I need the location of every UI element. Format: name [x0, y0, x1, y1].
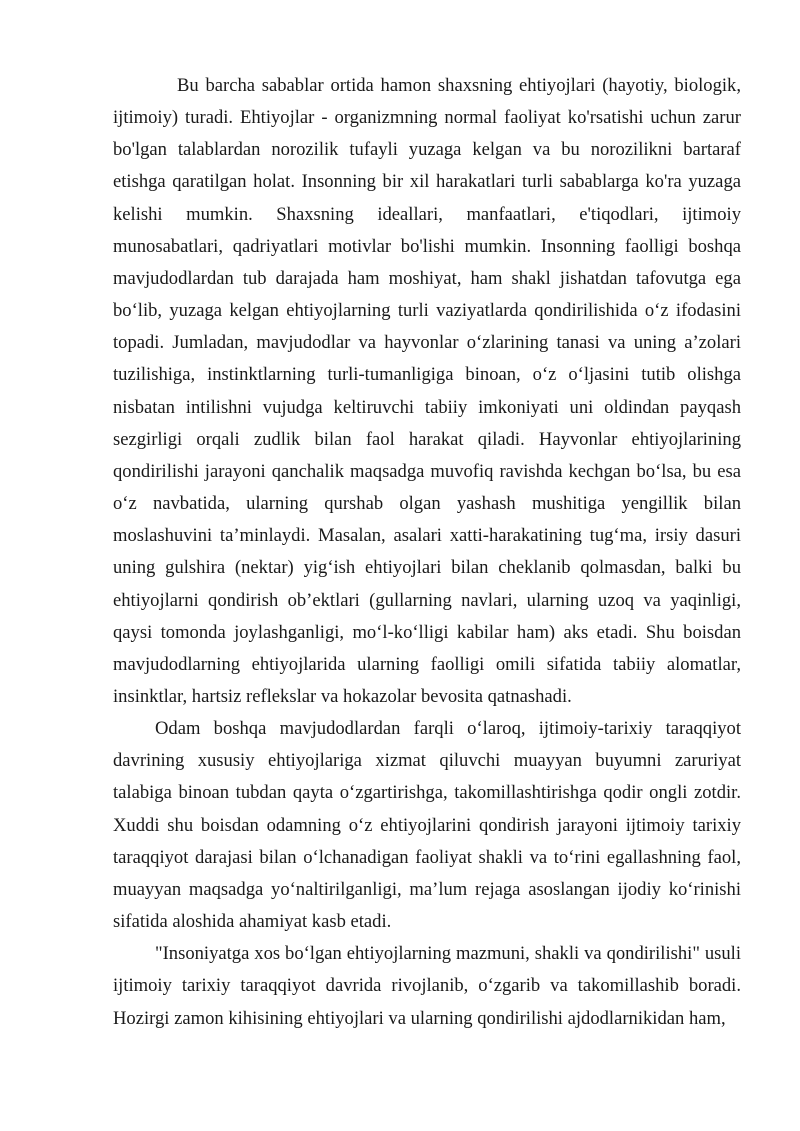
paragraph-motives: Bu barcha sabablar ortida hamon shaxsning ehtiyojlari (hayotiy, biologik, ijtimoiy) turadi. Ehtiyojlar - organizmning normal faoliyat ko'rsatishi uchun zarur bo'lgan talablardan norozilik tufayli yuzaga kelgan va bu norozilikni bartaraf etishga qaratilgan holat. Insonning bir xil harakatlari turli sabablarga ko'ra yuzaga kelishi mumkin. Shaxsning ideallari, manfaatlari, e'tiqodlari, ijtimoiy munosabatlari, qadriyatlari motivlar bo'lishi mumkin. Insonning faolligi boshqa mavjudodlardan tub darajada ham moshiyat, ham shakl jishatdan tafovutga ega bo‘lib, yuzaga kelgan ehtiyojlarning turli vaziyatlarda qondirilishida o‘z ifodasini topadi. Jumladan, mavjudodlar va hayvonlar o‘zlarining tanasi va uning a’zolari tuzilishiga, instinktlarning turli-tumanligiga binoan, o‘z o‘ljasini tutib olishga nisbatan intilishni vujudga keltiruvchi tabiiy imkoniyati uni oldindan payqash sezgirligi orqali zudlik bilan faol harakat qiladi. Hayvonlar ehtiyojlarining qondirilishi jarayoni qanchalik maqsadga muvofiq ravishda kechgan bo‘lsa, bu esa o‘z navbatida, ularning qurshab olgan yashash mushitiga yengillik bilan moslashuvini ta’minlaydi. Masalan, asalari xatti-harakatining tug‘ma, irsiy dasuri uning gulshira (nektar) yig‘ish ehtiyojlari bilan cheklanib qolmasdan, balki bu ehtiyojlarni qondirish ob’ektlari (gullarning navlari, ularning uzoq va yaqinligi, qaysi tomonda joylashganligi, mo‘l-ko‘lligi kabilar ham) aks etadi. Shu boisdan mavjudodlarning ehtiyojlarida ularning faolligi omili sifatida tabiiy alomatlar, insinktlar, hartsiz reflekslar va hokazolar bevosita qatnashadi. — [113, 75, 741, 707]
paragraph-needs-development: "Insoniyatga xos bo‘lgan ehtiyojlarning mazmuni, shakli va qondirilishi" usuli ijtimoiy tarixiy taraqqiyot davrida rivojlanib, o‘zgarib va takomillashib boradi. Hozirgi zamon kihisining ehtiyojlari va ularning qondirilishi ajdodlarnikidan ham, — [113, 943, 741, 1029]
paragraph-human-needs: Odam boshqa mavjudodlardan farqli o‘laroq, ijtimoiy-tarixiy taraqqiyot davrining xususiy ehtiyojlariga xizmat qiluvchi muayyan buyumni zaruriyat talabiga binoan tubdan qayta o‘zgartirishga, takomillashtirishga qodir ongli zotdir. Xuddi shu boisdan odamning o‘z ehtiyojlarini qondirish jarayoni ijtimoiy tarixiy taraqqiyot darajasi bilan o‘lchanadigan faoliyat shakli va to‘rini egallashning faol, muayyan maqsadga yo‘naltirilganligi, ma’lum rejaga asoslangan ijodiy ko‘rinishi sifatida aloshida ahamiyat kasb etadi. — [113, 718, 741, 933]
document-page — [113, 70, 741, 1035]
